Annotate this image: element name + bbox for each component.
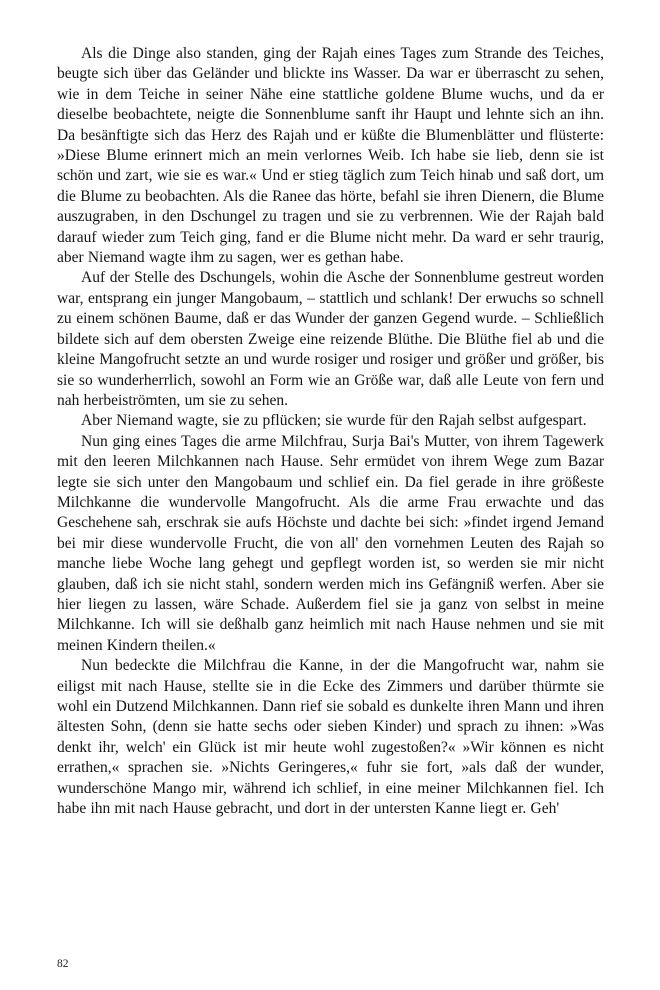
paragraph-1: Als die Dinge also standen, ging der Rajah eines Tages zum Strande des Teiches, beugte sich über das Geländer und blickte ins Wasser. Da war er überrascht zu sehen, wie in dem Teiche in seiner Nähe eine stattliche goldene Blume wuchs, und da er dieselbe beobachtete, neigte die Sonnenblume sanft ihr Haupt und lehnte sich an ihn. Da besänftigte sich das Herz des Rajah und er küßte die Blumenblätter und flüsterte: »Diese Blume erinnert mich an mein verlornes Weib. Ich habe sie lieb, denn sie ist schön und zart, wie sie es war.« Und er stieg täglich zum Teich hinab und saß dort, um die Blume zu beobachten. Als die Ranee das hörte, befahl sie ihren Dienern, die Blume auszugraben, in den Dschungel zu tragen und sie zu verbrennen. Wie der Rajah bald darauf wieder zum Teich ging, fand er die Blume nicht mehr. Da ward er sehr traurig, aber Niemand wagte ihm zu sagen, wer es gethan habe.	[57, 45, 604, 267]
page-number: 82	[57, 958, 69, 970]
paragraph-2: Auf der Stelle des Dschungels, wohin die Asche der Sonnenblume gestreut worden war, entsprang ein junger Mangobaum, – stattlich und schlank! Der erwuchs so schnell zu einem schönen Baume, daß er das Wunder der ganzen Gegend wurde. – Schließlich bildete sich auf dem obersten Zweige eine reizende Blüthe. Die Blüthe fiel ab und die kleine Mangofrucht setzte an und wurde rosiger und rosiger und größer und größer, bis sie so wunderherrlich, sowohl an Form wie an Größe war, daß alle Leute von fern und nah herbeiströmten, um sie zu sehen.	[57, 269, 604, 409]
body-text	[57, 44, 604, 819]
paragraph-3: Aber Niemand wagte, sie zu pflücken; sie wurde für den Rajah selbst aufgespart.	[81, 412, 587, 430]
paragraph-5: Nun bedeckte die Milchfrau die Kanne, in der die Mangofrucht war, nahm sie eiligst mit nach Hause, stellte sie in die Ecke des Zimmers und darüber thürmte sie wohl ein Dutzend Milchkannen. Dann rief sie sobald es dunkelte ihren Mann und ihren ältesten Sohn, (denn sie hatte sechs oder sieben Kinder) und sprach zu ihnen: »Was denkt ihr, welch' ein Glück ist mir heute wohl zugestoßen?« »Wir können es nicht errathen,« sprachen sie. »Nichts Geringeres,« fuhr sie fort, »als daß der wunder, wunderschöne Mango mir, während ich schlief, in eine meiner Milchkannen fiel. Ich habe ihn mit nach Hause gebracht, und dort in der untersten Kanne liegt er. Geh'	[57, 657, 604, 818]
paragraph-4: Nun ging eines Tages die arme Milchfrau, Surja Bai's Mutter, von ihrem Tagewerk mit den leeren Milchkannen nach Hause. Sehr ermüdet von ihrem Wege zum Bazar legte sie sich unter den Mangobaum und schlief ein. Da fiel gerade in ihre größeste Milchkanne die wundervolle Mangofrucht. Als die arme Frau erwachte und das Geschehene sah, erschrak sie aufs Höchste und dachte bei sich: »findet irgend Jemand bei mir diese wundervolle Frucht, die von all' den vornehmen Leuten des Rajah so manche liebe Woche lang gehegt und gepflegt worden ist, so werden sie mir nicht glauben, daß ich sie nicht stahl, sondern werden mich ins Gefängniß werfen. Aber sie hier liegen zu lassen, wäre Schade. Außerdem fiel sie ja ganz von selbst in meine Milchkanne. Ich will sie deßhalb ganz heimlich mit nach Hause nehmen und sie mit meinen Kindern theilen.«	[57, 432, 604, 654]
